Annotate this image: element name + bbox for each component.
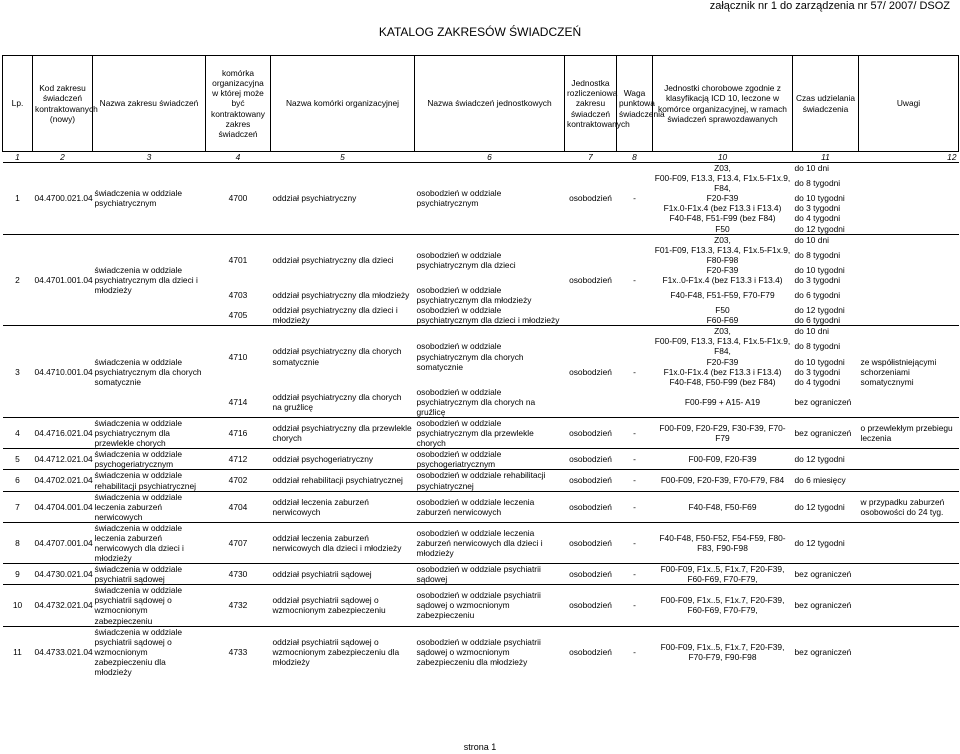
row-service-name: osobodzień w oddziale psychogeriatrycznym [415,449,565,470]
row-code: 04.4700.021.04 [33,163,93,235]
row-unit-name: oddział psychiatryczny dla dzieci i młodzieży [272,305,398,326]
row-duration: do 3 tygodni [794,366,841,377]
row-range-name: świadczenia w oddziale psychiatrii sądowej o wzmocnionym zabezpieczeniu [93,585,206,626]
row-remarks: o przewlekłym przebiegu leczenia [859,418,959,449]
row-service-name: osobodzień w oddziale psychiatrycznym dla przewlekle chorych [415,418,565,449]
header-icd: Jednostki chorobowe zgodnie z klasyfikacją ICD 10, leczone w komórce organizacyjnej, w ramach świadczeń sprawozdawanych [653,56,793,152]
row-weight: - [617,491,653,522]
row-unit-name: oddział psychiatrii sądowej o wzmocnionym zabezpieczeniu dla młodzieży [271,626,415,677]
row-range-name: świadczenia w oddziale psychiatrycznym dla dzieci i młodzieży [93,234,206,326]
table-row [3,326,959,337]
row-remarks: ze współistniejącymi schorzeniami somatycznymi [859,326,959,418]
row-range-name: świadczenia w oddziale rehabilitacji psychiatrycznej [93,470,206,491]
row-duration: bez ograniczeń [793,564,859,585]
row-icd: Z03, [653,326,793,337]
row-duration: do 10 tygodni [794,264,845,275]
row-unit-code: 4733 [206,626,271,677]
row-weight: - [617,470,653,491]
row-code: 04.4712.021.04 [33,449,93,470]
row-icd: F40-F48, F50-F52, F54-F59, F80-F83, F90-F98 [653,522,793,563]
row-icd: F1x..0-F1x.4 (bez F13.3 i F13.4) [662,274,783,285]
table-row [3,491,959,522]
row-unit-code: 4705 [228,310,248,321]
row-billing-unit: osobodzień [565,470,617,491]
row-unit-name: oddział psychogeriatryczny [271,449,415,470]
row-unit-code: 4730 [206,564,271,585]
row-range-name: świadczenia w oddziale psychogeriatrycznym [93,449,206,470]
row-lp: 6 [3,470,33,491]
row-unit-code: 4700 [206,163,271,235]
row-service-name: osobodzień w oddziale psychiatrycznym dla chorych na gruźlicę [416,386,536,417]
row-icd: F00-F09, F1x..5, F1x.7, F20-F39, F60-F69, F70-F79, [653,564,793,585]
row-code: 04.4716.021.04 [33,418,93,449]
column-number: 5 [271,152,415,163]
row-weight: - [617,585,653,626]
table-row [3,626,959,677]
page-footer: strona 1 [463,742,497,752]
row-duration: do 6 miesięcy [793,470,859,491]
row-duration: do 3 tygodni [794,274,841,285]
column-number: 4 [206,152,271,163]
header-remarks: Uwagi [859,56,959,152]
row-code: 04.4702.021.04 [33,470,93,491]
row-unit-name: oddział leczenia zaburzeń nerwicowych [271,491,415,522]
row-billing-unit: osobodzień [565,522,617,563]
row-icd: F1x.0-F1x.4 (bez F13.3 i F13.4) [663,203,782,214]
row-icd: Z03, [653,163,793,174]
row-duration: do 10 dni [793,326,859,337]
row-billing-unit: osobodzień [565,449,617,470]
row-range-name: świadczenia w oddziale leczenia zaburzeń nerwicowych [93,491,206,522]
row-icd: F00-F09, F1x..5, F1x.7, F20-F39, F60-F69, F70-F79, [653,585,793,626]
header-range-name: Nazwa zakresu świadczeń [93,56,206,152]
header-unit: komórka organizacyjna w której może być kontraktowany zakres świadczeń [206,56,271,152]
row-weight: - [617,163,653,235]
row-weight: - [617,626,653,677]
row-duration: do 10 dni [793,234,859,245]
row-remarks [859,449,959,470]
row-duration: bez ograniczeń [794,396,852,407]
row-lp: 9 [3,564,33,585]
row-unit-code: 4702 [206,470,271,491]
row-icd: F40-F48, F50-F99 (bez F84) [669,376,776,387]
column-number-row [3,152,959,163]
row-lp: 3 [3,326,33,418]
header-code: Kod zakresu świadczeń kontraktowanych (nowy) [33,56,93,152]
row-unit-name: oddział leczenia zaburzeń nerwicowych dla dzieci i młodzieży [271,522,415,563]
row-icd: F50 [715,223,730,234]
header-service-name: Nazwa świadczeń jednostkowych [415,56,565,152]
row-duration: do 8 tygodni [794,249,841,260]
row-billing-unit: osobodzień [565,626,617,677]
row-duration: do 12 tygodni [794,223,845,234]
row-duration: do 12 tygodni [794,305,845,316]
row-billing-unit: osobodzień [565,585,617,626]
row-billing-unit: osobodzień [565,234,617,326]
row-duration: do 10 tygodni [794,356,845,367]
column-number: 7 [565,152,617,163]
column-number: 1 [3,152,33,163]
row-duration: bez ograniczeń [793,626,859,677]
row-weight: - [617,449,653,470]
row-code: 04.4707.001.04 [33,522,93,563]
row-range-name: świadczenia w oddziale psychiatrycznym [93,163,206,235]
column-number: 12 [859,152,959,163]
row-code: 04.4701.001.04 [33,234,93,326]
row-duration: do 10 tygodni [794,193,845,204]
row-icd: F20-F39 [706,193,739,204]
row-icd: F00-F09, F20-F39, F70-F79, F84 [653,470,793,491]
row-unit-name: oddział psychiatryczny [271,163,415,235]
row-unit-name: oddział psychiatryczny dla dzieci [271,234,415,285]
row-service-name: osobodzień w oddziale rehabilitacji psychiatrycznej [415,470,565,491]
row-weight: - [617,326,653,418]
row-unit-name: oddział psychiatrii sądowej [271,564,415,585]
catalog-body [3,152,959,677]
row-unit-name: oddział psychiatryczny dla chorych somatycznie [271,326,415,387]
row-remarks [859,585,959,626]
header-row [3,56,959,152]
table-row [3,470,959,491]
row-remarks [859,234,959,326]
row-unit-code: 4716 [206,418,271,449]
row-unit-code: 4701 [206,234,271,285]
table-row [3,522,959,563]
row-unit-name: oddział psychiatryczny dla przewlekle chorych [271,418,415,449]
row-unit-name: oddział psychiatryczny dla chorych na gruźlicę [272,391,402,412]
row-code: 04.4704.001.04 [33,491,93,522]
table-row [3,449,959,470]
table-row [3,564,959,585]
header-lp: Lp. [3,56,33,152]
row-lp: 5 [3,449,33,470]
row-weight: - [617,522,653,563]
row-icd: F00-F09, F20-F39 [653,449,793,470]
row-code: 04.4733.021.04 [33,626,93,677]
column-number: 10 [653,152,793,163]
row-icd: F1x.0-F1x.4 (bez F13.3 i F13.4) [663,366,782,377]
table-row [3,234,959,245]
row-icd: F00-F09, F20-F29, F30-F39, F70-F79 [653,418,793,449]
row-unit-name: oddział rehabilitacji psychiatrycznej [271,470,415,491]
row-lp: 8 [3,522,33,563]
row-icd: F00-F09, F13.3, F13.4, F1x.5-F1x.9, F84, [654,173,791,194]
row-code: 04.4730.021.04 [33,564,93,585]
row-service-name: osobodzień w oddziale psychiatrycznym dla młodzieży [416,285,532,306]
row-lp: 2 [3,234,33,326]
row-lp: 10 [3,585,33,626]
row-remarks: w przypadku zaburzeń osobowości do 24 tyg. [859,491,959,522]
row-remarks [859,626,959,677]
row-unit-code: 4712 [206,449,271,470]
row-unit-code: 4703 [228,290,248,301]
row-duration: do 3 tygodni [794,203,841,214]
row-billing-unit: osobodzień [565,491,617,522]
row-lp: 4 [3,418,33,449]
row-service-name: osobodzień w oddziale leczenia zaburzeń nerwicowych [415,491,565,522]
row-duration: do 8 tygodni [794,341,841,352]
row-icd: F40-F48, F51-F99 (bez F84) [669,213,776,224]
row-weight: - [617,234,653,326]
row-range-name: świadczenia w oddziale psychiatrycznym dla chorych somatycznie [93,326,206,418]
row-unit-name: oddział psychiatrii sądowej o wzmocnionym zabezpieczeniu [271,585,415,626]
page-title: KATALOG ZAKRESÓW ŚWIADCZEŃ [378,25,582,39]
row-icd: F01-F09, F13.3, F13.4, F1x.5-F1x.9, F80-F98 [654,244,791,265]
column-number: 8 [617,152,653,163]
row-remarks [859,522,959,563]
row-range-name: świadczenia w oddziale psychiatrii sądowej o wzmocnionym zabezpieczeniu dla młodzieży [93,626,206,677]
row-duration: bez ograniczeń [793,585,859,626]
row-service-name: osobodzień w oddziale psychiatrii sądowej [415,564,565,585]
row-icd: F00-F09, F1x..5, F1x.7, F20-F39, F70-F79, F90-F98 [653,626,793,677]
row-remarks [859,163,959,235]
row-icd: F00-F09, F13.3, F13.4, F1x.5-F1x.9, F84, [654,336,791,357]
row-unit-code: 4704 [206,491,271,522]
row-code: 04.4732.021.04 [33,585,93,626]
row-icd: F00-F99 + A15- A19 [684,396,761,407]
row-icd: F40-F48, F50-F69 [653,491,793,522]
row-service-name: osobodzień w oddziale psychiatrycznym dla dzieci i młodzieży [416,305,560,326]
row-unit-code: 4714 [228,396,248,407]
row-duration: do 6 tygodni [794,290,841,301]
row-duration: do 8 tygodni [794,178,841,189]
row-service-name: osobodzień w oddziale leczenia zaburzeń nerwicowych dla dzieci i młodzieży [415,522,565,563]
header-duration: Czas udzielania świadczenia [793,56,859,152]
header-billing-unit: Jednostka rozliczeniowa zakresu świadczeń kontraktowanych [565,56,617,152]
row-range-name: świadczenia w oddziale psychiatrii sądowej [93,564,206,585]
column-number: 2 [33,152,93,163]
row-remarks [859,470,959,491]
row-duration: do 4 tygodni [794,376,841,387]
row-code: 04.4710.001.04 [33,326,93,418]
row-unit-name: oddział psychiatryczny dla młodzieży [272,290,410,301]
row-service-name: osobodzień w oddziale psychiatrii sądowej o wzmocnionym zabezpieczeniu dla młodzieży [415,626,565,677]
row-icd: Z03, [653,234,793,245]
row-duration: do 4 tygodni [794,213,841,224]
row-icd: F20-F39 [706,264,739,275]
column-number: 6 [415,152,565,163]
row-unit-code: 4732 [206,585,271,626]
row-icd: F50 [715,305,730,316]
row-service-name: osobodzień w oddziale psychiatrycznym dla chorych somatycznie [415,326,565,387]
row-lp: 11 [3,626,33,677]
row-billing-unit: osobodzień [565,163,617,235]
table-row [3,585,959,626]
header-unit-name: Nazwa komórki organizacyjnej [271,56,415,152]
table-row [3,418,959,449]
row-lp: 1 [3,163,33,235]
row-icd: F40-F48, F51-F59, F70-F79 [670,290,775,301]
row-range-name: świadczenia w oddziale leczenia zaburzeń nerwicowych dla dzieci i młodzieży [93,522,206,563]
attachment-note: załącznik nr 1 do zarządzenia nr 57/ 2007/ DSOZ [709,0,950,12]
row-unit-code: 4707 [206,522,271,563]
table-row [3,163,959,174]
row-weight: - [617,564,653,585]
row-duration: do 10 dni [793,163,859,174]
row-billing-unit: osobodzień [565,564,617,585]
row-icd: F20-F39 [706,356,739,367]
row-icd: F60-F69 [706,315,739,326]
row-billing-unit: osobodzień [565,326,617,418]
row-unit-code: 4710 [206,326,271,387]
row-duration: do 12 tygodni [793,522,859,563]
column-number: 11 [793,152,859,163]
row-service-name: osobodzień w oddziale psychiatrycznym dla dzieci [415,234,565,285]
header-weight: Waga punktowa świadczenia [617,56,653,152]
row-duration: bez ograniczeń [793,418,859,449]
row-billing-unit: osobodzień [565,418,617,449]
row-lp: 7 [3,491,33,522]
row-duration: do 12 tygodni [793,449,859,470]
row-service-name: osobodzień w oddziale psychiatrycznym [415,163,565,235]
row-range-name: świadczenia w oddziale psychiatrycznym dla przewlekle chorych [93,418,206,449]
column-number: 3 [93,152,206,163]
row-duration: do 6 tygodni [794,315,841,326]
catalog-table [2,55,959,677]
row-service-name: osobodzień w oddziale psychiatrii sądowej o wzmocnionym zabezpieczeniu [415,585,565,626]
row-duration: do 12 tygodni [793,491,859,522]
row-remarks [859,564,959,585]
row-weight: - [617,418,653,449]
